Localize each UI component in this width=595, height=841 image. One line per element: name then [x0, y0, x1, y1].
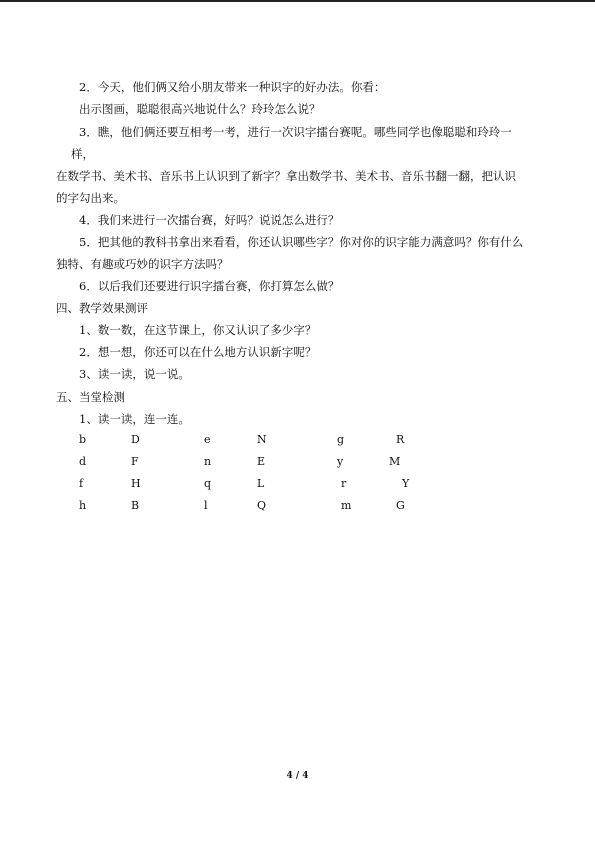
letter: r: [341, 477, 347, 490]
paragraph-line: 3、读一读，说一说。: [79, 367, 190, 381]
section-heading: 四、教学效果测评: [56, 301, 148, 315]
letter: Q: [257, 499, 267, 512]
letter: B: [131, 499, 140, 512]
paragraph-line: 1、读一读，连一连。: [79, 412, 190, 426]
letter: g: [337, 433, 345, 446]
letter: h: [79, 499, 87, 512]
paragraph-line: 2．今天，他们俩又给小朋友带来一种识字的好办法。你看：: [79, 80, 386, 94]
letter: E: [257, 455, 266, 468]
letter: M: [389, 455, 401, 468]
letter: d: [79, 455, 87, 468]
paragraph-line: 1、数一数，在这节课上，你又认识了多少字？: [79, 323, 317, 337]
header-rule: [0, 0, 595, 2]
letter: f: [79, 477, 84, 490]
paragraph-line: 样，: [71, 147, 94, 161]
page-number: 4 / 4: [286, 771, 309, 781]
letter: e: [204, 433, 211, 446]
letter-row: [0, 499, 595, 513]
paragraph-line: 在数学书、美术书、音乐书上认识到了新字？拿出数学书、美术书、音乐书翻一翻，把认识: [56, 169, 516, 183]
letter: n: [204, 455, 212, 468]
letter: y: [337, 455, 344, 468]
paragraph-line: 5．把其他的教科书拿出来看看，你还认识哪些字？你对你的识字能力满意吗？你有什么: [79, 235, 524, 249]
letter: G: [396, 499, 405, 512]
paragraph-line: 3．瞧，他们俩还要互相考一考，进行一次识字擂台赛呢。哪些同学也像聪聪和玲玲一: [79, 125, 512, 139]
letter: F: [131, 455, 139, 468]
letter: q: [204, 477, 212, 490]
letter: Y: [402, 477, 410, 490]
letter: N: [257, 433, 267, 446]
letter-row: [0, 433, 595, 447]
letter: D: [131, 433, 140, 446]
paragraph-line: 4．我们来进行一次擂台赛，好吗？说说怎么进行？: [79, 213, 340, 227]
letter: L: [257, 477, 265, 490]
letter: b: [79, 433, 87, 446]
letter-row: [0, 455, 595, 469]
letter: R: [396, 433, 405, 446]
letter: l: [204, 499, 208, 512]
letter: m: [341, 499, 352, 512]
paragraph-line: 独特、有趣或巧妙的识字方法吗？: [56, 257, 229, 271]
paragraph-line: 2．想一想，你还可以在什么地方认识新字呢？: [79, 345, 317, 359]
letter-row: [0, 477, 595, 491]
section-heading: 五、当堂检测: [56, 390, 125, 404]
paragraph-line: 的字勾出来。: [56, 191, 125, 205]
letter: H: [131, 477, 141, 490]
paragraph-line: 出示图画，聪聪很高兴地说什么？玲玲怎么说？: [79, 102, 321, 116]
paragraph-line: 6．以后我们还要进行识字擂台赛，你打算怎么做？: [79, 279, 340, 293]
